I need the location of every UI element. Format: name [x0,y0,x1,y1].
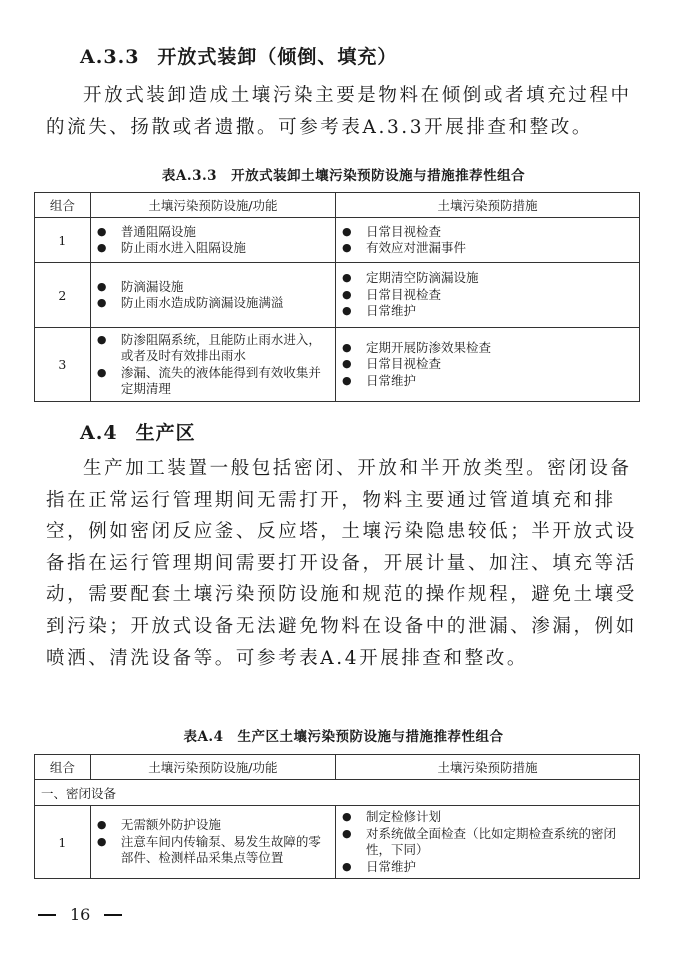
table-row [35,328,640,402]
list-item: ● 定期开展防渗效果检查 [342,340,633,357]
caption-title: 开放式装卸土壤污染预防设施与措施推荐性组合 [231,168,526,184]
list-item: ● 有效应对泄漏事件 [342,240,633,257]
page-number: 16 [70,905,91,924]
measures-cell [336,218,640,263]
page-footer [38,905,122,924]
measures-cell [336,328,640,402]
facilities-cell [90,263,335,328]
table-a33 [34,192,640,402]
header-cell: 土壤污染预防设施/功能 [90,193,335,218]
table-row [35,218,640,263]
table-header-row [35,193,640,218]
facilities-cell [90,806,335,879]
list-item: ● 防滴漏设施 [97,279,329,296]
list-item: ● 日常维护 [342,373,633,390]
table-row [35,806,640,879]
footer-dash-right [104,914,122,916]
table-caption-a33 [0,164,687,184]
header-cell: 组合 [35,193,91,218]
section-title: 生产区 [135,422,196,444]
measures-cell [336,806,640,879]
caption-number: 表A.3.3 [161,168,218,184]
section-number: A.4 [80,422,118,444]
list-item: ● 日常维护 [342,859,633,876]
list-item: ● 日常目视检查 [342,287,633,304]
facilities-cell [90,328,335,402]
list-item: ● 日常维护 [342,303,633,320]
list-item: ● 普通阻隔设施 [97,224,329,241]
list-item: ● 防止雨水造成防滴漏设施满溢 [97,295,329,312]
row-id: 1 [35,218,91,263]
section-heading-a4 [80,418,196,445]
row-id: 3 [35,328,91,402]
section-heading-a33 [80,42,397,69]
caption-number: 表A.4 [183,729,224,745]
table-caption-a4 [0,725,687,745]
footer-dash-left [38,914,56,916]
row-id: 2 [35,263,91,328]
header-cell: 组合 [35,755,91,780]
row-id: 1 [35,806,91,879]
list-item: ● 防止雨水进入阻隔设施 [97,240,329,257]
table-section-row [35,780,640,806]
facilities-cell [90,218,335,263]
list-item: ● 注意车间内传输泵、易发生故障的零部件、检测样品采集点等位置 [97,834,329,867]
header-cell: 土壤污染预防措施 [336,193,640,218]
list-item: ● 制定检修计划 [342,809,633,826]
list-item: ● 防渗阻隔系统，且能防止雨水进入，或者及时有效排出雨水 [97,332,329,365]
section-title: 开放式装卸（倾倒、填充） [157,46,398,68]
list-item: ● 定期清空防滴漏设施 [342,270,633,287]
paragraph-a33: 开放式装卸造成土壤污染主要是物料在倾倒或者填充过程中的流失、扬散或者遗撒。可参考表A.3.3开展排查和整改。 [46,85,632,138]
table-a4 [34,754,640,879]
list-item: ● 渗漏、流失的液体能得到有效收集并定期清理 [97,365,329,398]
measures-cell [336,263,640,328]
list-item: ● 对系统做全面检查（比如定期检查系统的密闭性，下同） [342,826,633,859]
caption-title: 生产区土壤污染预防设施与措施推荐性组合 [237,729,504,745]
list-item: ● 无需额外防护设施 [97,817,329,834]
header-cell: 土壤污染预防措施 [336,755,640,780]
section-label: 一、密闭设备 [35,780,640,806]
paragraph-a4: 生产加工装置一般包括密闭、开放和半开放类型。密闭设备指在正常运行管理期间无需打开，物料主要通过管道填充和排空，例如密闭反应釜、反应塔，土壤污染隐患较低；半开放式设备指在运行管理期间需要打开设备，开展计量、加注、填充等活动，需要配套土壤污染预防设施和规范的操作规程，避免土壤受到污染；开放式设备无法避免物料在设备中的泄漏、渗漏，例如喷洒、清洗设备等。可参考表A.4开展排查和整改。 [46,458,637,669]
section-number: A.3.3 [80,46,140,68]
header-cell: 土壤污染预防设施/功能 [90,755,335,780]
table-header-row [35,755,640,780]
list-item: ● 日常目视检查 [342,224,633,241]
table-row [35,263,640,328]
list-item: ● 日常目视检查 [342,356,633,373]
